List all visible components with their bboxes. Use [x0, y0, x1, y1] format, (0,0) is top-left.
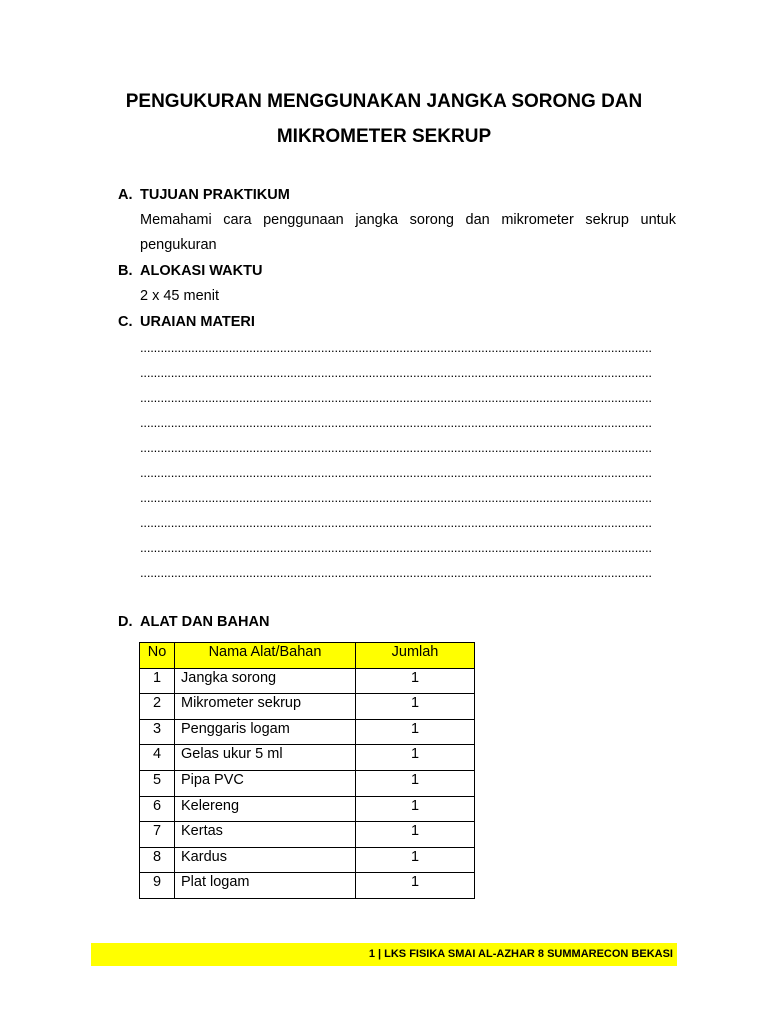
section-letter: A. — [118, 187, 133, 203]
cell-no: 9 — [140, 873, 175, 899]
section-b-heading — [118, 259, 676, 284]
cell-name: Pipa PVC — [175, 770, 356, 796]
cell-no: 3 — [140, 719, 175, 745]
cell-qty: 1 — [356, 694, 475, 720]
table-row — [140, 668, 475, 694]
cell-name: Kertas — [175, 822, 356, 848]
cell-qty: 1 — [356, 822, 475, 848]
table-row — [140, 719, 475, 745]
dotted-line: ...................................................................................................................................................... — [140, 565, 652, 580]
equipment-table — [139, 642, 475, 899]
dotted-line: ...................................................................................................................................................... — [140, 340, 652, 355]
cell-qty: 1 — [356, 719, 475, 745]
dotted-lines — [118, 335, 676, 585]
cell-qty: 1 — [356, 770, 475, 796]
cell-name: Penggaris logam — [175, 719, 356, 745]
section-b-body: 2 x 45 menit — [140, 288, 219, 304]
cell-qty: 1 — [356, 745, 475, 771]
cell-qty: 1 — [356, 796, 475, 822]
cell-no: 6 — [140, 796, 175, 822]
section-letter: B. — [118, 263, 133, 279]
section-d-heading — [118, 610, 676, 635]
dotted-line: ...................................................................................................................................................... — [140, 515, 652, 530]
section-c-heading — [118, 310, 676, 335]
dotted-line: ...................................................................................................................................................... — [140, 540, 652, 555]
dotted-line: ...................................................................................................................................................... — [140, 390, 652, 405]
table-row — [140, 822, 475, 848]
section-tujuan — [118, 183, 676, 258]
dotted-line: ...................................................................................................................................................... — [140, 465, 652, 480]
cell-no: 8 — [140, 847, 175, 873]
cell-name: Plat logam — [175, 873, 356, 899]
header-qty: Jumlah — [356, 643, 475, 669]
header-no: No — [140, 643, 175, 669]
page-footer: 1 | LKS FISIKA SMAI AL-AZHAR 8 SUMMARECON BEKASI — [91, 943, 677, 966]
header-name: Nama Alat/Bahan — [175, 643, 356, 669]
cell-qty: 1 — [356, 668, 475, 694]
dotted-line: ...................................................................................................................................................... — [140, 365, 652, 380]
cell-name: Kelereng — [175, 796, 356, 822]
cell-qty: 1 — [356, 847, 475, 873]
dotted-line: ...................................................................................................................................................... — [140, 415, 652, 430]
page-title — [60, 84, 708, 154]
section-a-body: Memahami cara penggunaan jangka sorong dan mikrometer sekrup untuk pengukuran — [140, 212, 676, 253]
table-row — [140, 770, 475, 796]
section-title: TUJUAN PRAKTIKUM — [140, 187, 290, 203]
cell-qty: 1 — [356, 873, 475, 899]
cell-name: Mikrometer sekrup — [175, 694, 356, 720]
table-row — [140, 745, 475, 771]
cell-no: 5 — [140, 770, 175, 796]
dotted-line: ...................................................................................................................................................... — [140, 440, 652, 455]
cell-no: 4 — [140, 745, 175, 771]
cell-no: 1 — [140, 668, 175, 694]
title-line-1: PENGUKURAN MENGGUNAKAN JANGKA SORONG DAN — [125, 91, 643, 112]
title-line-2: MIKROMETER SEKRUP — [276, 126, 492, 147]
section-title: ALAT DAN BAHAN — [140, 614, 270, 630]
table-row — [140, 873, 475, 899]
section-uraian — [118, 310, 676, 585]
cell-name: Jangka sorong — [175, 668, 356, 694]
table-row — [140, 796, 475, 822]
section-a-heading — [118, 183, 676, 208]
cell-no: 7 — [140, 822, 175, 848]
cell-name: Kardus — [175, 847, 356, 873]
dotted-line: ...................................................................................................................................................... — [140, 490, 652, 505]
section-alokasi — [118, 259, 676, 309]
cell-no: 2 — [140, 694, 175, 720]
section-letter: D. — [118, 614, 133, 630]
table-row — [140, 847, 475, 873]
section-title: URAIAN MATERI — [140, 314, 255, 330]
table-header-row — [140, 643, 475, 669]
table-row — [140, 694, 475, 720]
section-letter: C. — [118, 314, 133, 330]
section-title: ALOKASI WAKTU — [140, 263, 263, 279]
cell-name: Gelas ukur 5 ml — [175, 745, 356, 771]
section-alat — [118, 610, 676, 635]
